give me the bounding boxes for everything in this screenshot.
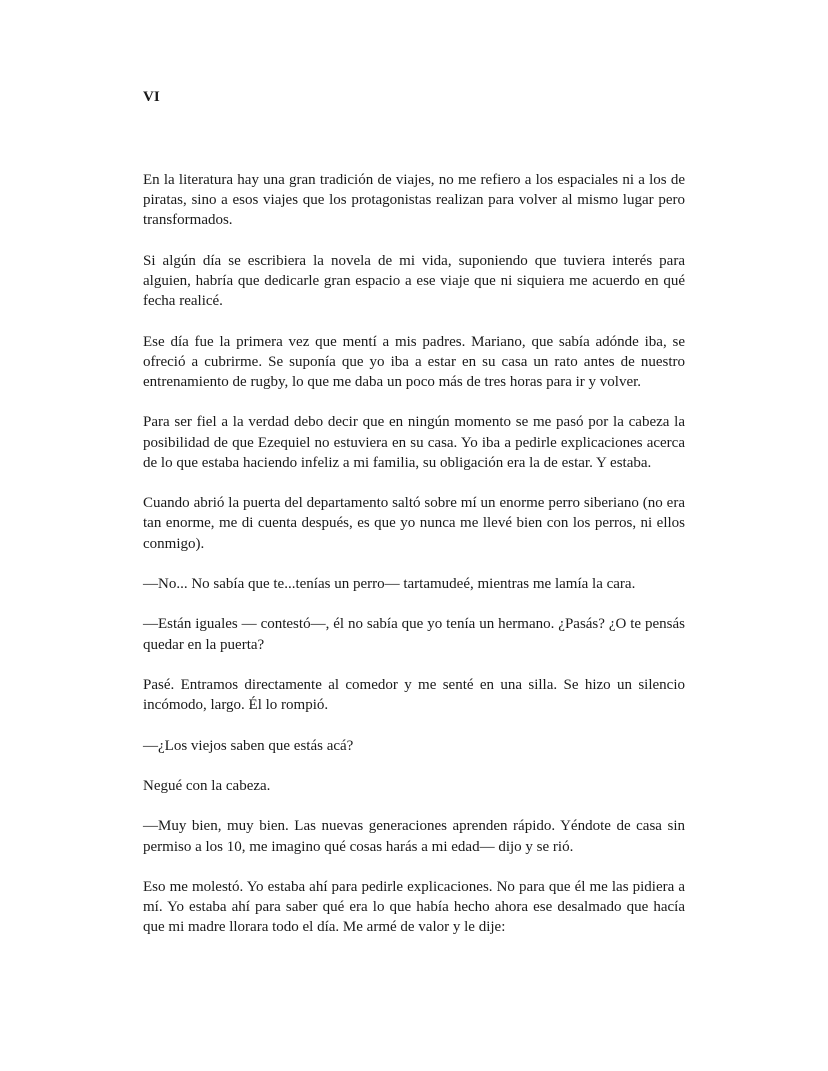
paragraph: En la literatura hay una gran tradición de viajes, no me refiero a los espaciales ni a los de piratas, sino a esos viajes que los protagonistas realizan para volver al mismo lugar pero transformados.	[143, 172, 685, 229]
chapter-body	[143, 170, 685, 958]
dialogue-paragraph: —Están iguales — contestó—, él no sabía que yo tenía un hermano. ¿Pasás? ¿O te pensás quedar en la puerta?	[143, 616, 685, 653]
dialogue-paragraph: —No... No sabía que te...tenías un perro— tartamudeé, mientras me lamía la cara.	[143, 575, 636, 592]
paragraph: Pasé. Entramos directamente al comedor y me senté en una silla. Se hizo un silencio incómodo, largo. Él lo rompió.	[143, 676, 685, 714]
paragraph: Si algún día se escribiera la novela de mi vida, suponiendo que tuviera interés para alguien, habría que dedicarle gran espacio a ese viaje que ni siquiera me acuerdo en qué fecha realicé.	[143, 252, 685, 310]
chapter-title: VI	[143, 89, 160, 105]
paragraph: Cuando abrió la puerta del departamento saltó sobre mí un enorme perro siberiano (no era tan enorme, me di cuenta después, es que yo nunca me llevé bien con los perros, ni ellos conmigo).	[143, 495, 685, 552]
dialogue-paragraph: —¿Los viejos saben que estás acá?	[143, 737, 354, 754]
paragraph: Ese día fue la primera vez que mentí a mis padres. Mariano, que sabía adónde iba, se ofreció a cubrirme. Se suponía que yo iba a estar en su casa un rato antes de nuestro entrenamiento de rugby, lo que me daba un poco más de tres horas para ir y volver.	[143, 333, 685, 390]
paragraph: Negué con la cabeza.	[143, 777, 271, 794]
paragraph: Para ser fiel a la verdad debo decir que en ningún momento se me pasó por la cabeza la posibilidad de que Ezequiel no estuviera en su casa. Yo iba a pedirle explicaciones acerca de lo que estaba haciendo infeliz a mi familia, su obligación era la de estar. Y estaba.	[143, 414, 685, 471]
dialogue-paragraph: —Muy bien, muy bien. Las nuevas generaciones aprenden rápido. Yéndote de casa sin permiso a los 10, me imagino qué cosas harás a mi edad— dijo y se rió.	[143, 818, 685, 855]
paragraph: Eso me molestó. Yo estaba ahí para pedirle explicaciones. No para que él me las pidiera a mí. Yo estaba ahí para saber qué era lo que había hecho ahora ese desalmado que hacía que mi madre llorara todo el día. Me armé de valor y le dije:	[143, 878, 685, 936]
